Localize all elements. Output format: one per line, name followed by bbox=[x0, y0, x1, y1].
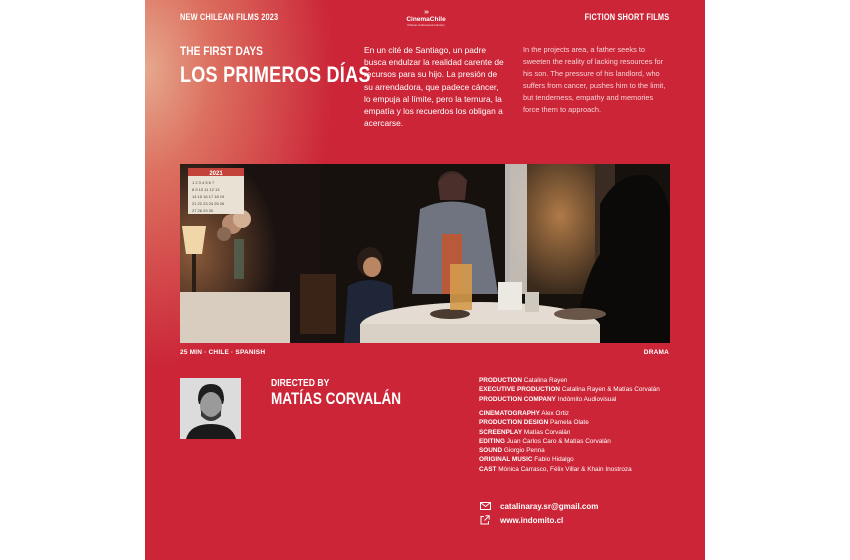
envelope-icon bbox=[479, 501, 491, 511]
svg-text:8 9 10 11 12 13: 8 9 10 11 12 13 bbox=[192, 187, 220, 192]
category-label: FICTION SHORT FILMS bbox=[584, 12, 669, 22]
svg-text:21 22 23 24 25 26: 21 22 23 24 25 26 bbox=[192, 201, 225, 206]
credit-row: ORIGINAL MUSIC Fabio Hidalgo bbox=[479, 456, 574, 464]
synopsis-english: In the projects area, a father seeks to sweeten the reality of lacking resources for his son. The pressure of his landlord, who suffers from cancer, pushes him to the limit, but tenderness, empathy and memories force them to approach. bbox=[523, 45, 666, 115]
credit-row: PRODUCTION Catalina Rayen bbox=[479, 377, 568, 384]
credit-row: CINEMATOGRAPHY Alex Ortiz bbox=[479, 410, 569, 417]
svg-text:1 2 3 4 5 6 7: 1 2 3 4 5 6 7 bbox=[192, 180, 215, 185]
original-title: LOS PRIMEROS DÍAS bbox=[180, 62, 371, 87]
credits-crew bbox=[479, 409, 632, 474]
email-contact[interactable] bbox=[479, 501, 598, 511]
directed-by-label: DIRECTED BY bbox=[271, 377, 330, 389]
credit-row: SCREENPLAY Matías Corvalán bbox=[479, 428, 571, 436]
website-contact[interactable] bbox=[479, 515, 563, 525]
catalog-page bbox=[145, 0, 705, 560]
credit-row: PRODUCTION DESIGN Pamela Olate bbox=[479, 419, 589, 427]
calendar-year: 2021 bbox=[209, 171, 223, 177]
credits-production bbox=[479, 376, 660, 404]
catalog-section-label: NEW CHILEAN FILMS 2023 bbox=[180, 12, 279, 22]
synopsis-spanish: En un cité de Santiago, un padre busca endulzar la realidad carente de recursos para su hijo. La presión de su arrendadora, que padece cáncer, lo empuja al límite, pero la ternura, la empatía y los recuerdos los obligan a acercarse. bbox=[364, 45, 504, 129]
credit-row: EDITING Juan Carlos Caro & Matías Corvalán bbox=[479, 437, 611, 445]
external-link-icon bbox=[479, 515, 491, 525]
cinemachile-logo: ››› CinemaChile Chilean Audiovisual Industry bbox=[406, 9, 446, 27]
logo-mark-icon: ››› bbox=[424, 9, 428, 16]
svg-text:27 28 29 30: 27 28 29 30 bbox=[192, 208, 214, 213]
website-link[interactable]: www.indomito.cl bbox=[500, 515, 564, 525]
credit-row: PRODUCTION COMPANY Indómito Audiovisual bbox=[479, 395, 617, 403]
credit-row: SOUND Giorgio Penna bbox=[479, 447, 545, 455]
director-name: MATÍAS CORVALÁN bbox=[271, 390, 402, 408]
film-still bbox=[180, 164, 670, 343]
genre-label: DRAMA bbox=[643, 349, 669, 356]
director-portrait bbox=[180, 378, 241, 439]
email-link[interactable]: catalinaray.sr@gmail.com bbox=[500, 501, 599, 511]
credit-row: CAST Mónica Carrasco, Félix Villar & Khain Inostroza bbox=[479, 465, 632, 473]
svg-text:14 15 16 17 18 19: 14 15 16 17 18 19 bbox=[192, 194, 225, 199]
film-specs: 25 MIN · CHILE · SPANISH bbox=[180, 349, 266, 356]
credit-row: EXECUTIVE PRODUCTION Catalina Rayen & Matías Corvalán bbox=[479, 386, 660, 394]
english-title: THE FIRST DAYS bbox=[180, 44, 263, 58]
